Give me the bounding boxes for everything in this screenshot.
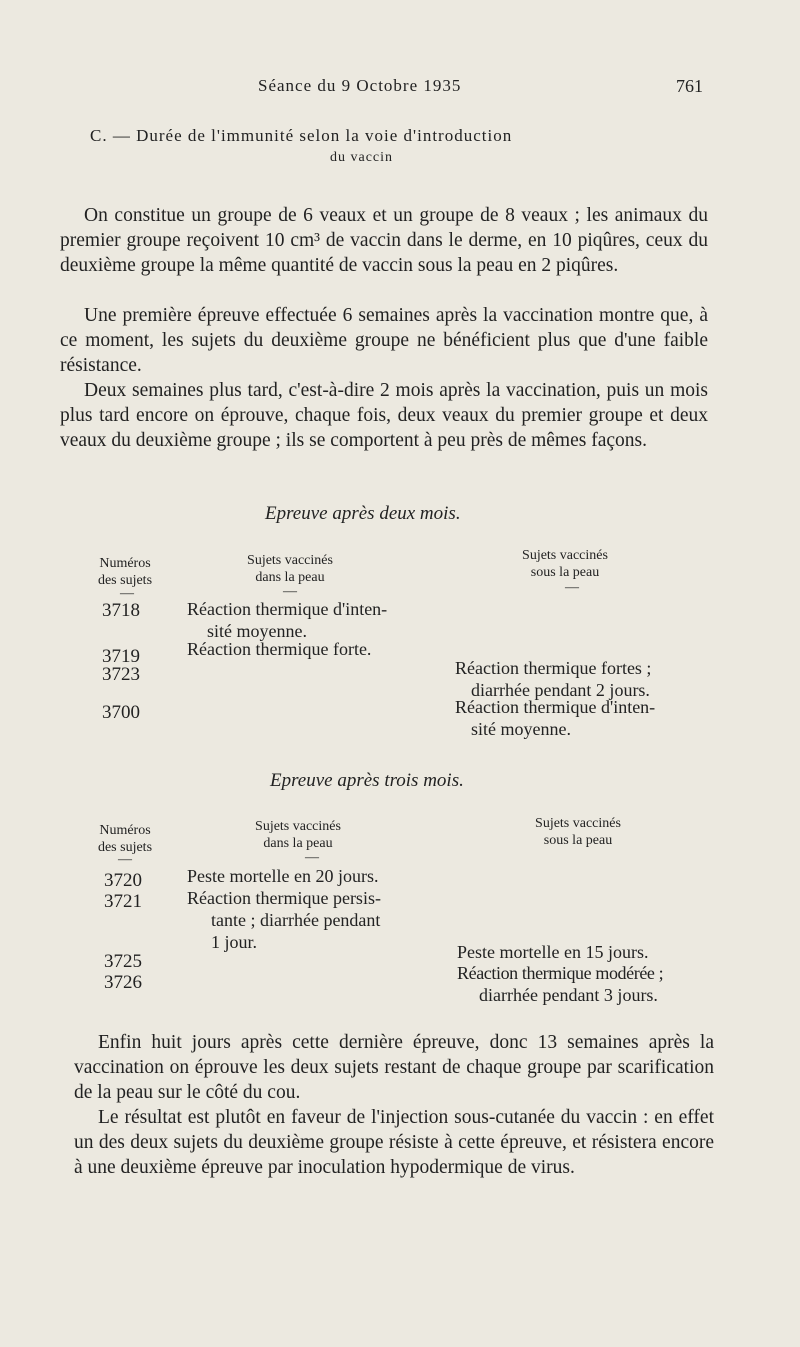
- cell-line: 1 jour.: [211, 932, 258, 952]
- running-head: Séance du 9 Octobre 1935: [258, 76, 462, 95]
- table1-col1-header: [70, 555, 180, 589]
- table2-col3-header-line2: sous la peau: [543, 833, 613, 848]
- table2-row-number: 3720: [104, 870, 142, 891]
- table1-col2-header-line2: dans la peau: [255, 570, 325, 585]
- cell-line: Peste mortelle en 20 jours.: [187, 866, 379, 886]
- cell-line: Réaction thermique forte.: [187, 639, 372, 659]
- paragraph-1: On constitue un groupe de 6 veaux et un groupe de 8 veaux ; les animaux du premier groupe reçoivent 10 cm³ de vaccin dans le derme, en 10 piqûres, ceux du deuxième groupe la même quantité de vaccin sous la peau en 2 piqûres.: [60, 205, 708, 276]
- closing-paragraph-2: Le résultat est plutôt en faveur de l'injection sous-cutanée du vaccin : en effet un des deux sujets du deuxième groupe résiste à cette épreuve, et résistera encore à une deuxième épreuve par inoculation hypodermique de virus.: [74, 1107, 714, 1178]
- table2-title: Epreuve après trois mois.: [270, 770, 464, 791]
- cell-line: Réaction thermique persis-: [187, 888, 381, 908]
- table1-row-number: 3700: [102, 702, 140, 723]
- table2-row-derm-result: [187, 865, 457, 887]
- cell-line: diarrhée pendant 3 jours.: [479, 985, 658, 1005]
- table1-col3-dash: —: [565, 580, 579, 595]
- table1-row-derm-result: [187, 598, 447, 642]
- table2-col2-header: [228, 818, 368, 852]
- table1-row-number: 3719: [102, 646, 140, 667]
- cell-line: Réaction thermique d'inten-: [187, 599, 388, 619]
- table2-row-number: 3726: [104, 972, 142, 993]
- table1-col2-header-line1: Sujets vaccinés: [247, 553, 333, 568]
- table2-row-derm-result: [187, 887, 457, 953]
- table2-col1-dash: —: [118, 852, 132, 867]
- table2-row-number: 3725: [104, 951, 142, 972]
- table2-row-number: 3721: [104, 891, 142, 912]
- table2-col2-dash: —: [305, 850, 319, 865]
- cell-line: sité moyenne.: [207, 621, 307, 641]
- table2-col1-header-line2: des sujets: [97, 840, 153, 855]
- table1-col3-header-line1: Sujets vaccinés: [522, 548, 608, 563]
- table1-row-number: 3718: [102, 600, 140, 621]
- table1-title: Epreuve après deux mois.: [265, 503, 461, 524]
- section-title-continued: du vaccin: [330, 150, 394, 165]
- paragraph-2: Une première épreuve effectuée 6 semaines après la vaccination montre que, à ce moment, les sujets du deuxième groupe ne bénéficient plus que d'une faible résistance.: [60, 305, 708, 376]
- cell-line: tante ; diarrhée pendant: [211, 910, 381, 930]
- table1-col3-header: [495, 547, 635, 581]
- cell-line: Réaction thermique d'inten-: [455, 697, 656, 717]
- cell-line: Peste mortelle en 15 jours.: [457, 942, 649, 962]
- paragraph-3: Deux semaines plus tard, c'est-à-dire 2 mois après la vaccination, puis un mois plus tard encore on éprouve, chaque fois, deux veaux du premier groupe et deux veaux du deuxième groupe ; ils se comportent à peu près de mêmes façons.: [60, 380, 708, 451]
- table1-col2-dash: —: [283, 584, 297, 599]
- table1-row-sub-result: [455, 696, 725, 740]
- table1-row-derm-result: [187, 638, 447, 660]
- table1-col1-header-line1: Numéros: [99, 556, 151, 571]
- table2-col2-header-line1: Sujets vaccinés: [255, 819, 341, 834]
- section-title: C. — Durée de l'immunité selon la voie d'introduction: [90, 126, 513, 145]
- table1-col2-header: [220, 552, 360, 586]
- closing-paragraph-1: Enfin huit jours après cette dernière épreuve, donc 13 semaines après la vaccination on éprouve les deux sujets restant de chaque groupe par scarification de la peau sur le côté du cou.: [74, 1032, 714, 1103]
- cell-line: diarrhée pendant 2 jours.: [471, 680, 650, 700]
- table2-col3-header: [508, 815, 648, 849]
- table1-col3-header-line2: sous la peau: [530, 565, 600, 580]
- cell-line: Réaction thermique modérée ;: [457, 963, 664, 983]
- table2-col2-header-line2: dans la peau: [263, 836, 333, 851]
- table1-row-sub-result: [455, 657, 725, 701]
- table1-row-number: 3723: [102, 664, 140, 685]
- cell-line: sité moyenne.: [471, 719, 571, 739]
- table1-col1-dash: —: [120, 586, 134, 601]
- page-number: 761: [676, 76, 703, 96]
- cell-line: Réaction thermique fortes ;: [455, 658, 652, 678]
- table2-row-sub-result: [457, 962, 747, 1006]
- table2-col1-header-line1: Numéros: [99, 823, 151, 838]
- table2-row-sub-result: [457, 941, 737, 963]
- table2-col3-header-line1: Sujets vaccinés: [535, 816, 621, 831]
- table2-col1-header: [70, 822, 180, 856]
- table1-col1-header-line2: des sujets: [97, 573, 153, 588]
